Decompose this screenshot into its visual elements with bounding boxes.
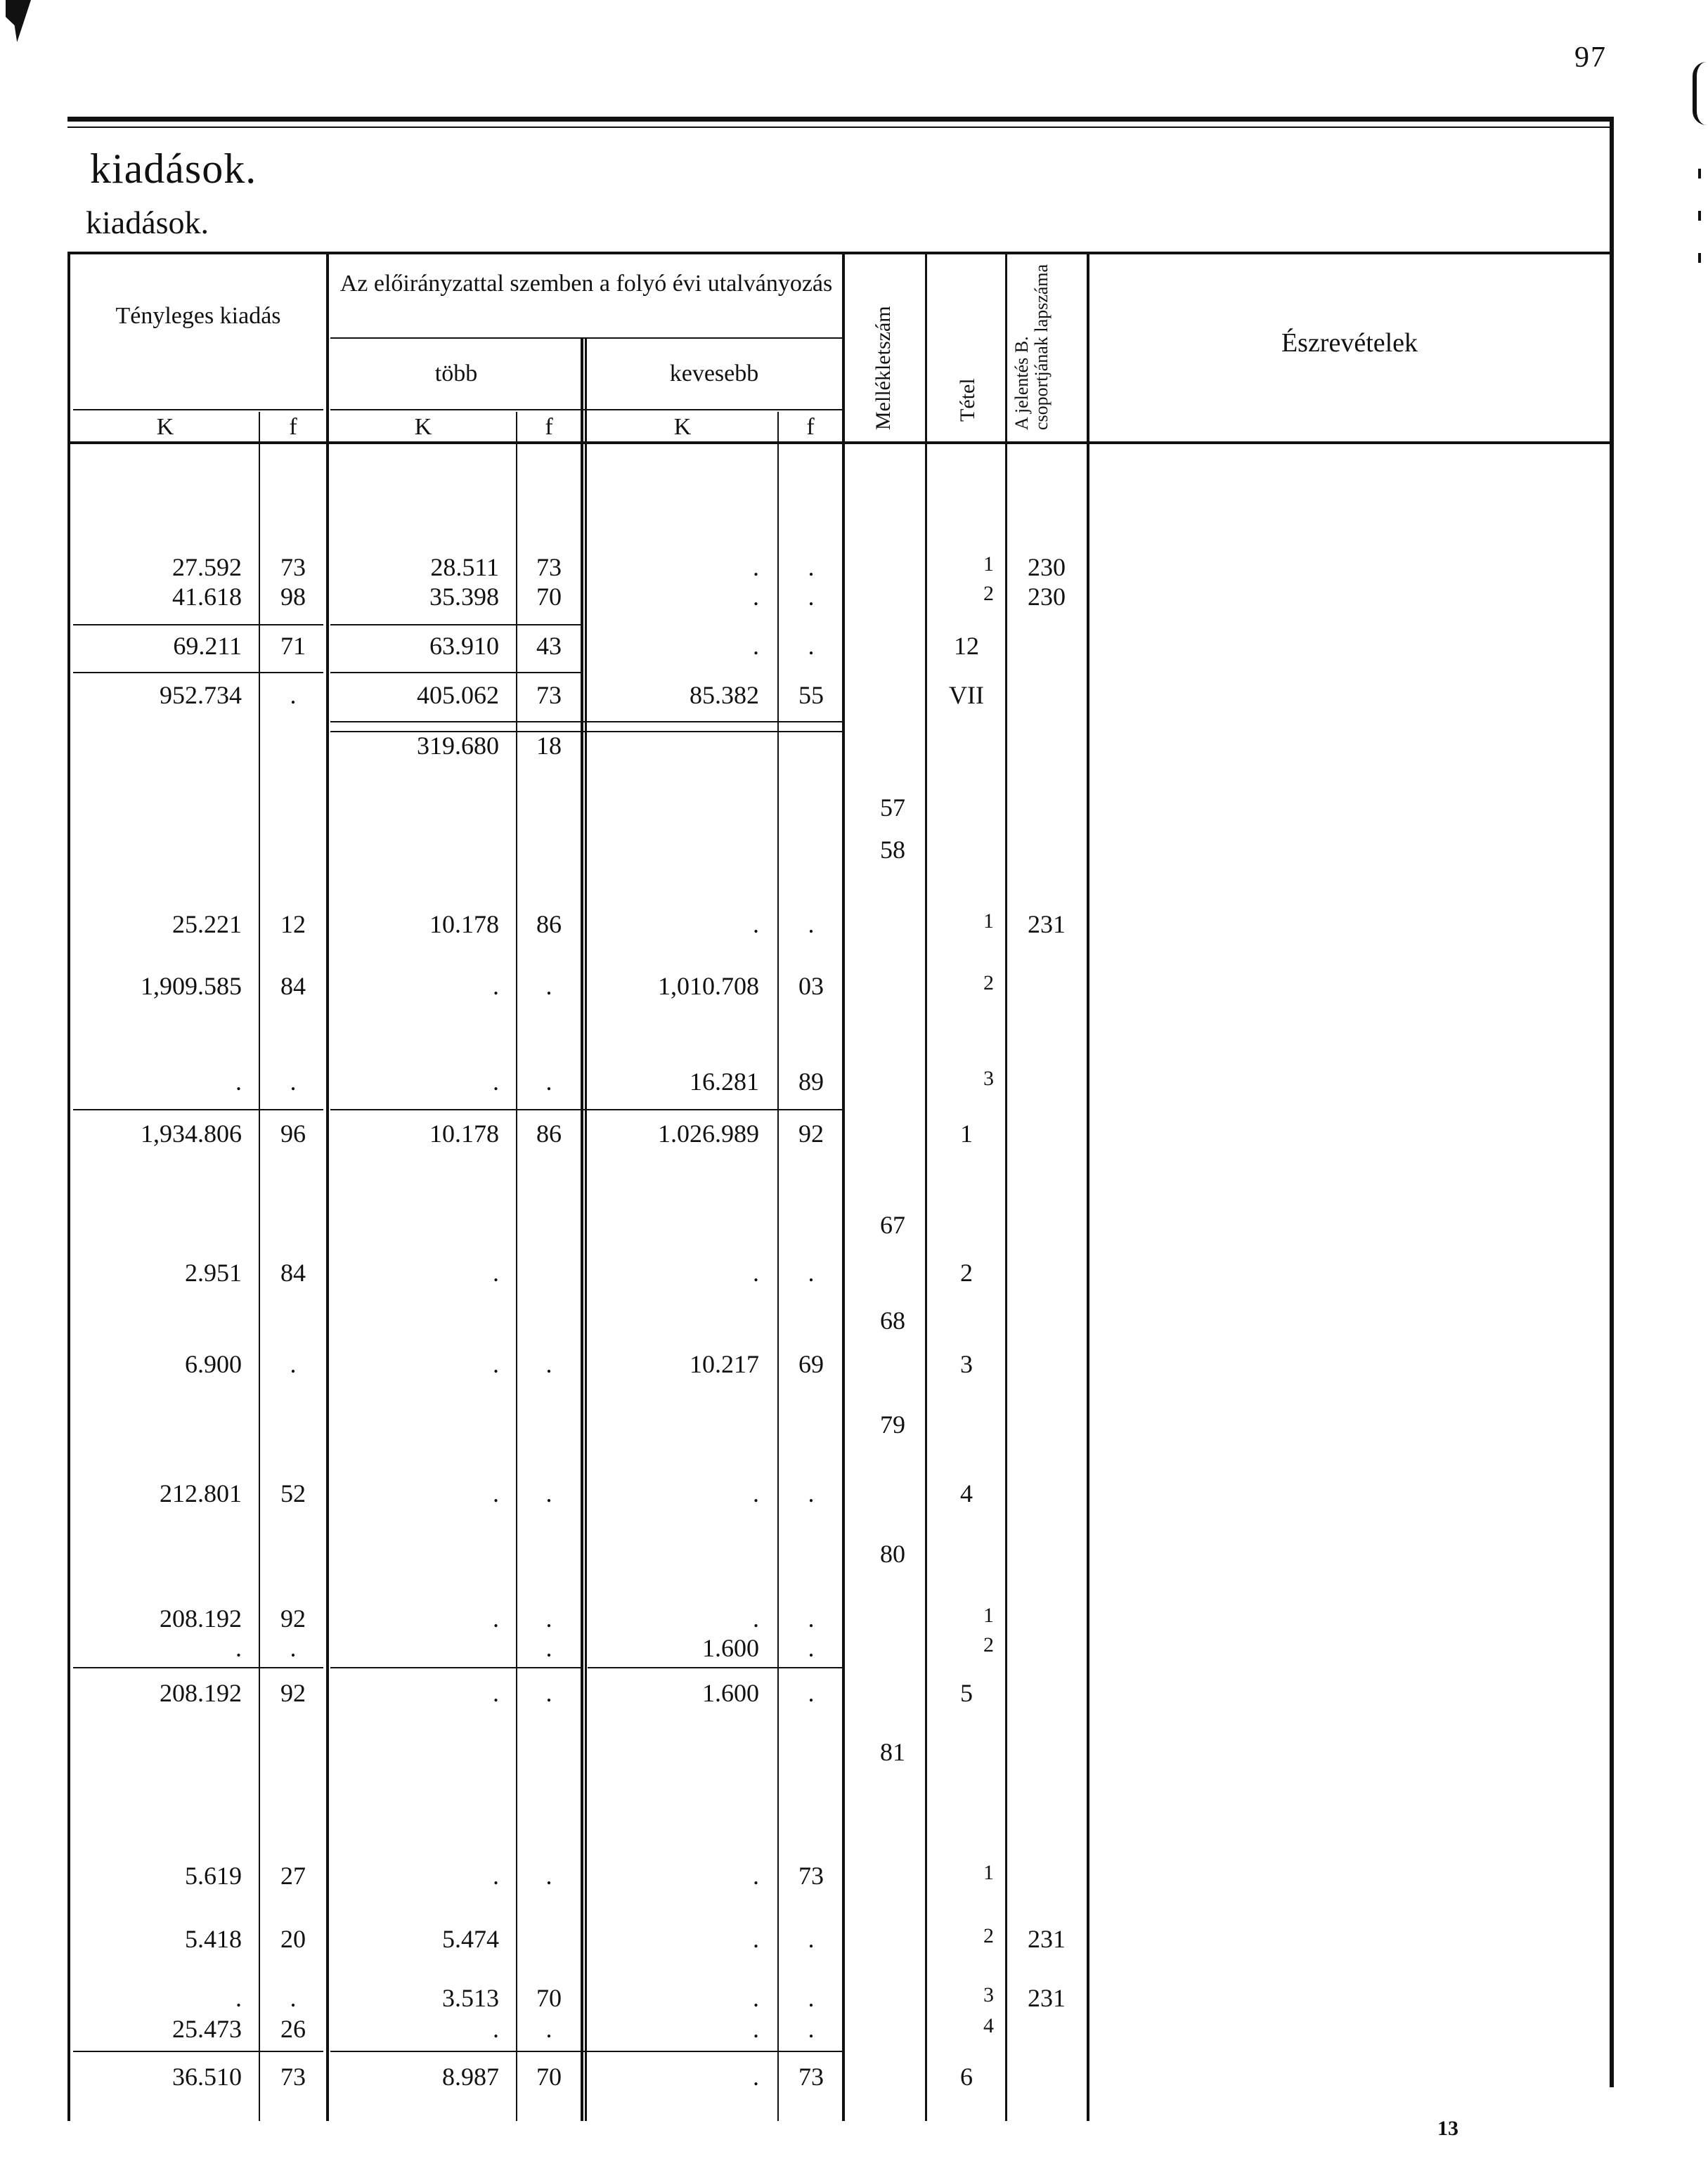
more-f-cell: 86 bbox=[536, 910, 562, 938]
actual-k-cell: . bbox=[235, 1984, 242, 2012]
actual-k-cell: 36.510 bbox=[172, 2063, 242, 2091]
header-unit-f: f bbox=[289, 414, 297, 440]
less-f-cell: . bbox=[808, 553, 815, 581]
actual-k-cell: 41.618 bbox=[172, 583, 242, 611]
edge-tick-mark bbox=[1698, 253, 1701, 263]
actual-f-cell: 20 bbox=[280, 1925, 306, 1953]
less-k-cell: . bbox=[753, 1984, 759, 2012]
less-k-cell: 10.217 bbox=[690, 1350, 759, 1378]
more-k-cell: 8.987 bbox=[442, 2063, 499, 2091]
less-k-cell: . bbox=[753, 2063, 759, 2091]
attachment-cell: 79 bbox=[880, 1410, 905, 1439]
item-cell: 3 bbox=[983, 1067, 994, 1090]
less-k-cell: . bbox=[753, 1925, 759, 1953]
report-page-cell: 231 bbox=[1028, 910, 1066, 938]
more-f-cell: . bbox=[545, 1634, 552, 1662]
less-k-cell: 1.600 bbox=[702, 1634, 759, 1662]
item-cell: 2 bbox=[983, 1924, 994, 1947]
actual-k-cell: 1,909.585 bbox=[141, 972, 242, 1000]
less-k-cell: . bbox=[753, 2015, 759, 2043]
less-k-cell: . bbox=[753, 583, 759, 611]
actual-f-cell: 73 bbox=[280, 2063, 306, 2091]
less-f-cell: 73 bbox=[798, 2063, 824, 2091]
header-actual-expense: Tényleges kiadás bbox=[115, 303, 281, 329]
report-page-cell: 231 bbox=[1028, 1925, 1066, 1953]
actual-k-cell: 25.473 bbox=[172, 2015, 242, 2043]
more-k-cell: 28.511 bbox=[430, 553, 499, 581]
less-f-cell: . bbox=[808, 583, 815, 611]
more-k-cell: . bbox=[493, 1350, 499, 1378]
less-f-cell: . bbox=[808, 1984, 815, 2012]
actual-f-cell: 96 bbox=[280, 1120, 306, 1148]
less-f-cell: . bbox=[808, 1634, 815, 1662]
header-less: kevesebb bbox=[669, 361, 759, 387]
attachment-cell: 68 bbox=[880, 1306, 905, 1335]
more-k-cell: . bbox=[493, 2015, 499, 2043]
less-f-cell: . bbox=[808, 1604, 815, 1633]
report-page-cell: 231 bbox=[1028, 1984, 1066, 2012]
less-k-cell: . bbox=[753, 1259, 759, 1287]
actual-f-cell: . bbox=[290, 1634, 297, 1662]
actual-f-cell: 26 bbox=[280, 2015, 306, 2043]
more-k-cell: 35.398 bbox=[429, 583, 499, 611]
more-f-cell: 86 bbox=[536, 1120, 562, 1148]
item-cell: 3 bbox=[983, 1983, 994, 2006]
actual-f-cell: 27 bbox=[280, 1862, 306, 1890]
actual-f-cell: 84 bbox=[280, 972, 306, 1000]
actual-f-cell: 92 bbox=[280, 1679, 306, 1707]
less-k-cell: 16.281 bbox=[690, 1068, 759, 1096]
less-f-cell: 55 bbox=[798, 681, 824, 709]
more-f-cell: . bbox=[545, 1604, 552, 1633]
actual-f-cell: 73 bbox=[280, 553, 306, 581]
less-k-cell: . bbox=[753, 1604, 759, 1633]
item-cell: VII bbox=[949, 681, 984, 709]
more-k-cell: 10.178 bbox=[429, 910, 499, 938]
item-cell: 6 bbox=[960, 2063, 973, 2091]
less-f-cell: 69 bbox=[798, 1350, 824, 1378]
less-k-cell: 1.600 bbox=[702, 1679, 759, 1707]
more-f-cell: . bbox=[545, 1679, 552, 1707]
less-f-cell: . bbox=[808, 1259, 815, 1287]
actual-k-cell: 5.619 bbox=[185, 1862, 242, 1890]
header-compared-group: Az előirányzattal szemben a folyó évi utalványozás bbox=[339, 271, 833, 297]
less-k-cell: 1.026.989 bbox=[658, 1120, 759, 1148]
more-f-cell: 73 bbox=[536, 681, 562, 709]
header-report-page: A jelentés B. csoportjának lapszáma bbox=[1011, 264, 1052, 430]
actual-k-cell: 208.192 bbox=[160, 1679, 242, 1707]
sheet-number: 13 bbox=[1437, 2117, 1458, 2140]
less-f-cell: 92 bbox=[798, 1120, 824, 1148]
more-k-cell: 3.513 bbox=[442, 1984, 499, 2012]
actual-k-cell: 1,934.806 bbox=[141, 1120, 242, 1148]
header-unit-k: K bbox=[673, 414, 692, 440]
more-k-cell: . bbox=[493, 1259, 499, 1287]
actual-f-cell: 71 bbox=[280, 632, 306, 660]
actual-f-cell: 98 bbox=[280, 583, 306, 611]
more-k-cell: . bbox=[493, 1604, 499, 1633]
attachment-cell: 58 bbox=[880, 836, 905, 864]
header-item: Tétel bbox=[956, 378, 979, 422]
more-f-cell: . bbox=[545, 1350, 552, 1378]
more-f-cell: 70 bbox=[536, 583, 562, 611]
actual-f-cell: . bbox=[290, 1068, 297, 1096]
actual-k-cell: 212.801 bbox=[160, 1479, 242, 1507]
more-k-cell: 10.178 bbox=[429, 1120, 499, 1148]
less-f-cell: 73 bbox=[798, 1862, 824, 1890]
less-k-cell: . bbox=[753, 910, 759, 938]
item-cell: 1 bbox=[960, 1120, 973, 1148]
edge-bracket-mark bbox=[1693, 62, 1708, 125]
less-f-cell: . bbox=[808, 1679, 815, 1707]
actual-k-cell: . bbox=[235, 1634, 242, 1662]
item-cell: 4 bbox=[983, 2014, 994, 2037]
corner-ink-mark bbox=[6, 0, 31, 42]
item-cell: 1 bbox=[983, 1861, 994, 1884]
more-k-cell: 5.474 bbox=[442, 1925, 499, 1953]
actual-k-cell: 27.592 bbox=[172, 553, 242, 581]
item-cell: 2 bbox=[960, 1259, 973, 1287]
report-page-cell: 230 bbox=[1028, 553, 1066, 581]
more-f-cell: 18 bbox=[536, 732, 562, 760]
attachment-cell: 80 bbox=[880, 1540, 905, 1568]
page-subtitle: kiadások. bbox=[86, 205, 209, 240]
more-f-cell: . bbox=[545, 1862, 552, 1890]
actual-f-cell: . bbox=[290, 1350, 297, 1378]
header-unit-f: f bbox=[545, 414, 553, 440]
less-f-cell: . bbox=[808, 1479, 815, 1507]
more-k-cell: . bbox=[493, 1862, 499, 1890]
header-attachment-number: Mellékletszám bbox=[872, 306, 895, 430]
edge-tick-mark bbox=[1698, 169, 1701, 179]
page-title: kiadások. bbox=[90, 145, 257, 192]
more-f-cell: 43 bbox=[536, 632, 562, 660]
actual-k-cell: 2.951 bbox=[185, 1259, 242, 1287]
more-f-cell: 73 bbox=[536, 553, 562, 581]
less-k-cell: 1,010.708 bbox=[658, 972, 759, 1000]
more-k-cell: . bbox=[493, 1479, 499, 1507]
item-cell: 1 bbox=[983, 909, 994, 933]
actual-k-cell: 952.734 bbox=[160, 681, 242, 709]
header-remarks: Észrevételek bbox=[1281, 328, 1418, 358]
actual-f-cell: 92 bbox=[280, 1604, 306, 1633]
page-number: 97 bbox=[1574, 41, 1607, 74]
header-unit-f: f bbox=[806, 414, 815, 440]
item-cell: 2 bbox=[983, 582, 994, 605]
item-cell: 12 bbox=[954, 632, 979, 660]
item-cell: 4 bbox=[960, 1479, 973, 1507]
more-f-cell: . bbox=[545, 1479, 552, 1507]
item-cell: 1 bbox=[983, 552, 994, 576]
more-f-cell: 70 bbox=[536, 1984, 562, 2012]
less-f-cell: . bbox=[808, 2015, 815, 2043]
less-k-cell: . bbox=[753, 1479, 759, 1507]
less-k-cell: . bbox=[753, 553, 759, 581]
more-k-cell: 405.062 bbox=[417, 681, 499, 709]
actual-f-cell: 52 bbox=[280, 1479, 306, 1507]
more-f-cell: 70 bbox=[536, 2063, 562, 2091]
less-f-cell: . bbox=[808, 910, 815, 938]
less-k-cell: . bbox=[753, 1862, 759, 1890]
more-k-cell: 63.910 bbox=[429, 632, 499, 660]
item-cell: 1 bbox=[983, 1604, 994, 1627]
actual-f-cell: . bbox=[290, 681, 297, 709]
less-f-cell: 89 bbox=[798, 1068, 824, 1096]
item-cell: 5 bbox=[960, 1679, 973, 1707]
item-cell: 3 bbox=[960, 1350, 973, 1378]
more-k-cell: . bbox=[493, 972, 499, 1000]
actual-k-cell: 69.211 bbox=[173, 632, 242, 660]
less-k-cell: 85.382 bbox=[690, 681, 759, 709]
actual-f-cell: 84 bbox=[280, 1259, 306, 1287]
more-f-cell: . bbox=[545, 1068, 552, 1096]
edge-tick-mark bbox=[1698, 211, 1701, 221]
more-k-cell: . bbox=[493, 1068, 499, 1096]
actual-f-cell: . bbox=[290, 1984, 297, 2012]
header-more: több bbox=[434, 361, 478, 387]
header-unit-k: K bbox=[414, 414, 432, 440]
less-f-cell: . bbox=[808, 1925, 815, 1953]
attachment-cell: 57 bbox=[880, 793, 905, 822]
more-f-cell: . bbox=[545, 972, 552, 1000]
attachment-cell: 81 bbox=[880, 1738, 905, 1766]
actual-f-cell: 12 bbox=[280, 910, 306, 938]
more-f-cell: . bbox=[545, 2015, 552, 2043]
more-k-cell: . bbox=[493, 1679, 499, 1707]
header-unit-k: K bbox=[156, 414, 174, 440]
actual-k-cell: . bbox=[235, 1068, 242, 1096]
less-f-cell: 03 bbox=[798, 972, 824, 1000]
less-k-cell: . bbox=[753, 632, 759, 660]
attachment-cell: 67 bbox=[880, 1211, 905, 1239]
actual-k-cell: 25.221 bbox=[172, 910, 242, 938]
item-cell: 2 bbox=[983, 1633, 994, 1656]
actual-k-cell: 5.418 bbox=[185, 1925, 242, 1953]
report-page-cell: 230 bbox=[1028, 583, 1066, 611]
actual-k-cell: 6.900 bbox=[185, 1350, 242, 1378]
item-cell: 2 bbox=[983, 971, 994, 994]
actual-k-cell: 208.192 bbox=[160, 1604, 242, 1633]
less-f-cell: . bbox=[808, 632, 815, 660]
more-k-cell: 319.680 bbox=[417, 732, 499, 760]
